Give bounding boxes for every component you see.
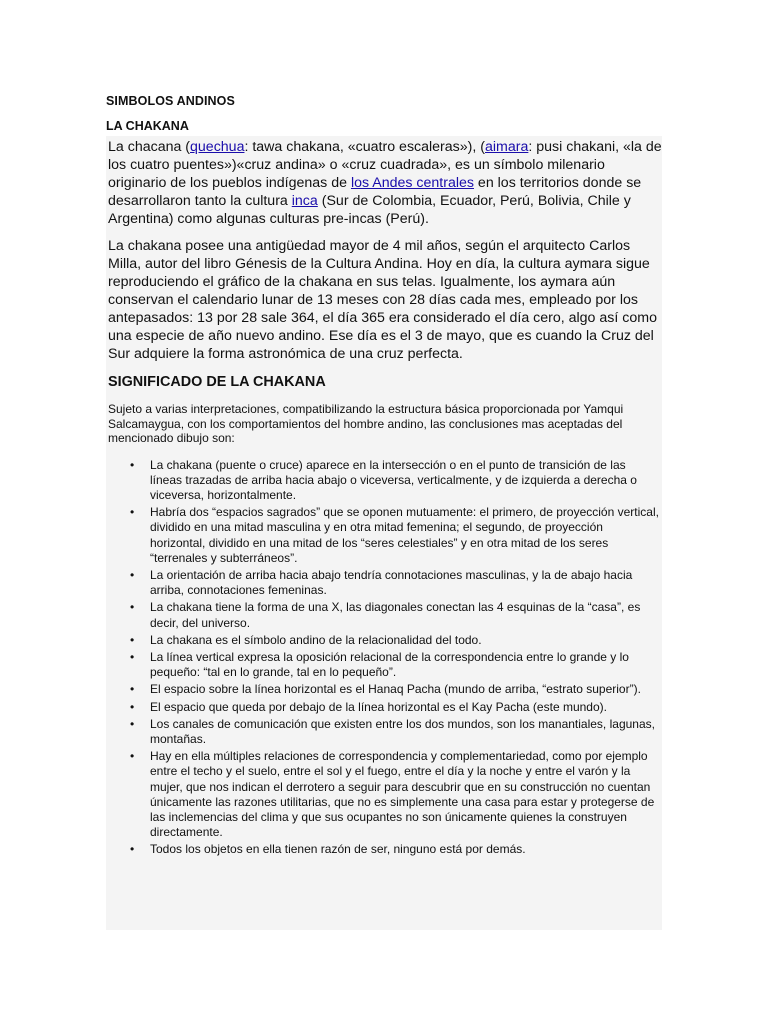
link-inca[interactable]: inca	[291, 193, 318, 209]
bullet-icon: •	[130, 716, 135, 731]
list-item	[130, 632, 662, 648]
list-item	[130, 505, 662, 566]
bullet-icon: •	[130, 649, 135, 664]
paragraph-chacana-definition	[106, 138, 662, 228]
list-item-text: El espacio sobre la línea horizontal es el Hanaq Pacha (mundo de arriba, “estrato superior”).	[150, 682, 641, 697]
bullet-list	[106, 458, 662, 858]
page-title: SIMBOLOS ANDINOS	[106, 94, 235, 108]
list-item-text: El espacio que queda por debajo de la línea horizontal es el Kay Pacha (este mundo).	[150, 699, 607, 714]
list-item	[130, 682, 662, 697]
list-item	[130, 749, 662, 840]
list-item	[130, 649, 662, 680]
paragraph-text: La chacana (	[108, 139, 191, 155]
link-aimara[interactable]: aimara	[485, 139, 529, 155]
bullet-icon: •	[130, 567, 135, 582]
list-item-text: Los canales de comunicación que existen entre los dos mundos, son los manantiales, lagunas, montañas.	[150, 716, 655, 746]
bullet-icon: •	[130, 699, 135, 714]
paragraph-text: : pusi chakani, «la de los cuatro puentes»)«cruz andina» o «cruz cuadrada», es un símbolo milenario originario de los pueblos indígenas de	[108, 139, 662, 191]
bullet-icon: •	[130, 682, 135, 697]
link-quechua[interactable]: quechua	[190, 139, 245, 155]
paragraph-text: (Sur de Colombia, Ecuador, Perú, Bolivia, Chile y Argentina) como algunas culturas pre-incas (Perú).	[108, 193, 631, 227]
bullet-icon: •	[130, 505, 135, 520]
paragraph-antiquity: La chakana posee una antigüedad mayor de 4 mil años, según el arquitecto Carlos Milla, autor del libro Génesis de la Cultura Andina. Hoy en día, la cultura aymara sigue reproduciendo el gráfico de la chakana en sus telas. Igualmente, los aymara aún conservan el calendario lunar de 13 meses con 28 días cada mes, empleado por los antepasados: 13 por 28 sale 364, el día 365 era considerado el día cero, algo así como una especie de año nuevo andino. Ese día es el 3 de mayo, que es cuando la Cruz del Sur adquiere la forma astronómica de una cruz perfecta.	[108, 238, 657, 362]
list-item-text: Todos los objetos en ella tienen razón de ser, ninguno está por demás.	[150, 842, 526, 857]
list-item	[130, 600, 662, 630]
list-item-text: Habría dos “espacios sagrados” que se oponen mutuamente: el primero, de proyección vertical, dividido en una mitad masculina y en otra mitad femenina; el segundo, de proyección horizontal, dividido en una mitad de los “seres celestiales” y en otra mitad de los seres “terrenales y subterráneos”.	[150, 505, 659, 565]
list-item-text: La chakana tiene la forma de una X, las diagonales conectan las 4 esquinas de la “casa”, es decir, del universo.	[150, 600, 641, 630]
intro-paragraph: Sujeto a varias interpretaciones, compatibilizando la estructura básica proporcionada por Yamqui Salcamaygua, con los comportamientos del hombre andino, las conclusiones mas aceptadas del mencionado dibujo son:	[108, 402, 624, 445]
document-content	[106, 88, 662, 858]
document-page	[106, 88, 662, 860]
list-item-text: La línea vertical expresa la oposición relacional de la correspondencia entre lo grande y lo pequeño: “tal en lo grande, tal en lo pequeño”.	[150, 649, 629, 680]
bullet-icon: •	[130, 600, 135, 615]
list-item-text: La orientación de arriba hacia abajo tendría connotaciones masculinas, y la de abajo hacia arriba, connotaciones femeninas.	[150, 567, 633, 598]
link-andes-centrales[interactable]: los Andes centrales	[350, 175, 474, 191]
list-item-text: La chakana (puente o cruce) aparece en la intersección o en el punto de transición de las líneas trazadas de arriba hacia abajo o viceversa, verticalmente, y de izquierda a derecha o viceversa, horizontalmente.	[150, 457, 637, 502]
list-item	[130, 699, 662, 715]
list-item	[130, 567, 662, 598]
bullet-icon: •	[130, 632, 135, 647]
section-title: SIGNIFICADO DE LA CHAKANA	[108, 374, 326, 390]
bullet-icon: •	[130, 749, 135, 764]
list-item	[130, 842, 662, 857]
paragraph-text: en los territorios donde se desarrollaron tanto la cultura	[108, 175, 642, 209]
list-item	[130, 457, 662, 504]
list-item	[130, 716, 662, 747]
list-item-text: Hay en ella múltiples relaciones de correspondencia y complementariedad, como por ejemplo entre el techo y el suelo, entre el sol y el fuego, entre el día y la noche y entre el varón y la mujer, que nos indican el derrotero a seguir para descubrir que en su construcción no cuentan únicamente las razones utilitarias, que no es simplemente una casa para estar y protegerse de las inclemencias del clima y que sus ocupantes no son únicamente quienes la construyen directamente.	[150, 749, 655, 840]
paragraph-text: : tawa chakana, «cuatro escaleras»), (	[244, 139, 485, 155]
subtitle: LA CHAKANA	[106, 119, 189, 133]
list-item-text: La chakana es el símbolo andino de la relacionalidad del todo.	[150, 632, 482, 647]
bullet-icon: •	[130, 842, 135, 857]
bullet-icon: •	[130, 457, 135, 472]
